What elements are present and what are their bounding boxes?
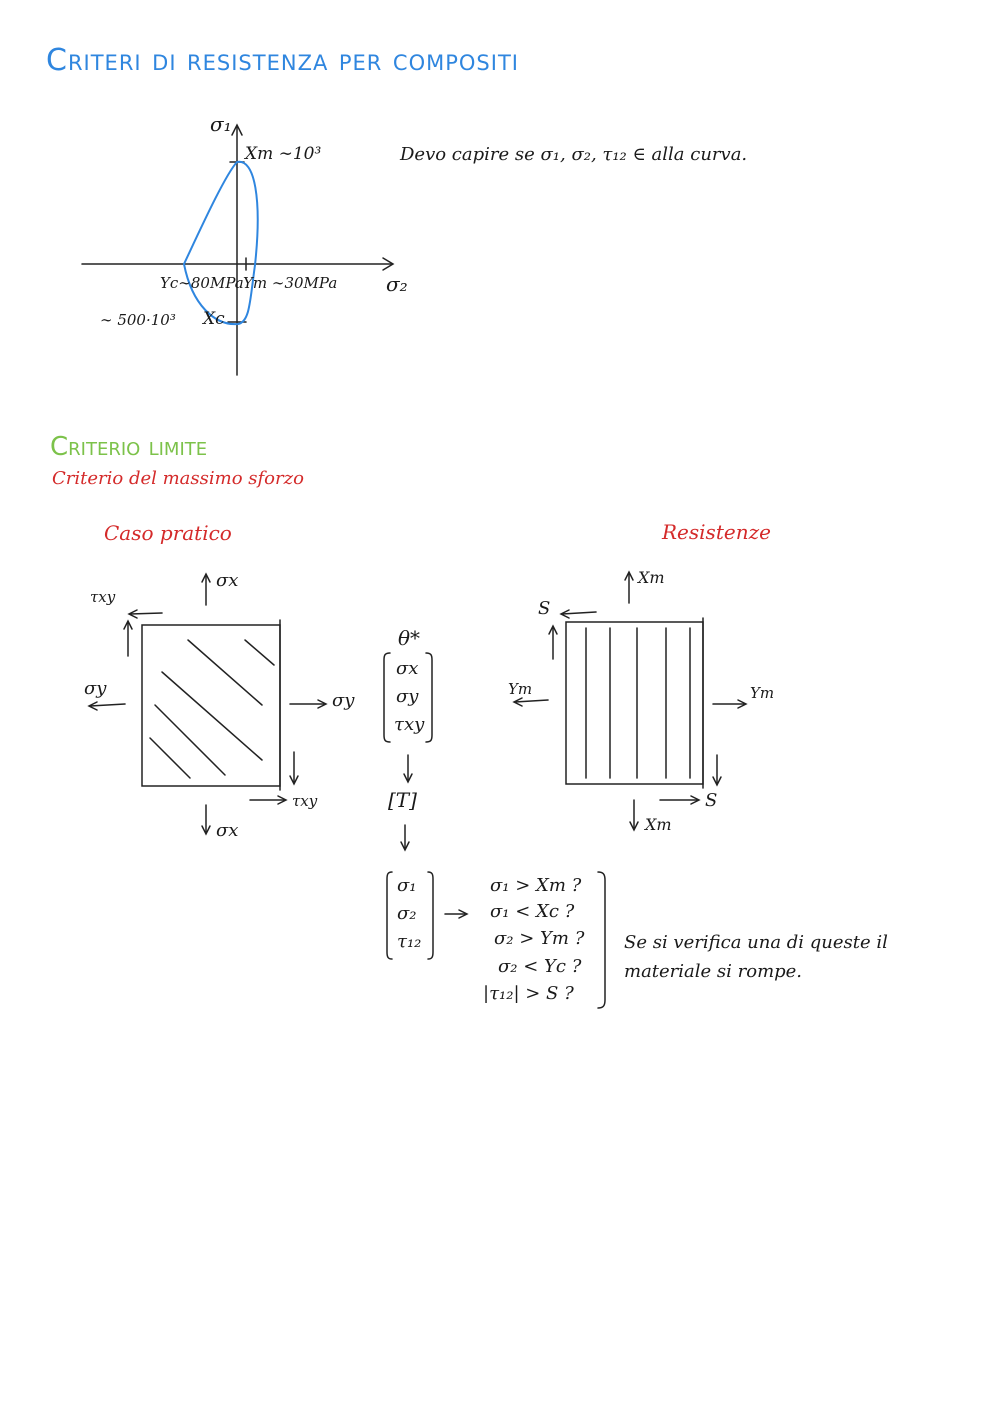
s-top-label: S — [538, 598, 551, 619]
theta-label: θ* — [398, 626, 421, 650]
check-sigma2-yt: σ₂ > Yт ? — [494, 928, 585, 949]
fiber-hatch — [245, 640, 274, 665]
conclusion-line-2: materiale si rompe. — [624, 961, 803, 982]
conclusion-line-1: Se si verifica una di queste il — [624, 932, 888, 953]
result-tau12: τ₁₂ — [397, 931, 422, 952]
vector-sigma-y: σy — [396, 686, 419, 707]
result-sigma2: σ₂ — [397, 903, 417, 924]
fiber-hatch — [155, 705, 225, 775]
page-title: Criteri di resistenza per compositi — [46, 43, 519, 78]
section-title: Criterio limite — [50, 432, 208, 462]
s-top-arrow — [562, 612, 596, 614]
tau-xy-top-arrow — [130, 613, 162, 614]
check-sigma2-yc: σ₂ < Yc ? — [498, 956, 582, 977]
fiber-hatch — [150, 738, 190, 778]
sigma-x-top-label: σx — [216, 570, 239, 591]
xc-value: ∼ 500·10³ — [100, 311, 176, 329]
fiber-hatch — [162, 672, 262, 760]
result-sigma1: σ₁ — [397, 875, 417, 896]
yt-left-label: Yт — [508, 680, 533, 698]
yt-left-arrow — [515, 700, 548, 702]
check-sigma1-xt: σ₁ > Xт ? — [490, 875, 582, 896]
vector-sigma-x: σx — [396, 658, 419, 679]
vector-bracket-left — [384, 653, 390, 742]
check-tau12-s: |τ₁₂| > S ? — [483, 983, 574, 1004]
result-bracket-left — [387, 872, 392, 959]
yt-label: Yт ∼30MPa — [243, 274, 338, 292]
checks-brace — [598, 872, 605, 1008]
xc-label: Xc — [203, 309, 225, 329]
fiber-hatch — [188, 640, 262, 705]
xt-top-label: Xт — [638, 568, 665, 587]
sigma2-axis-label: σ₂ — [386, 272, 408, 296]
vector-bracket-right — [426, 653, 432, 742]
tau-xy-top-label: τxy — [90, 588, 116, 606]
sigma-x-bottom-label: σx — [216, 820, 239, 841]
resistenze-heading: Resistenze — [662, 520, 771, 544]
result-bracket-right — [428, 872, 433, 959]
sigma1-axis-label: σ₁ — [210, 112, 232, 136]
transformation-matrix: [T] — [388, 788, 417, 812]
note-curve: Devo capire se σ₁, σ₂, τ₁₂ ∈ alla curva. — [400, 144, 748, 165]
yt-right-label: Yт — [750, 684, 775, 702]
sigma-y-left-label: σy — [84, 678, 107, 699]
sigma-y-left-arrow — [90, 704, 125, 706]
section-subtitle: Criterio del massimo sforzo — [52, 468, 304, 489]
tau-xy-bottom-label: τxy — [292, 792, 318, 810]
s-bottom-label: S — [705, 790, 718, 811]
xt-bottom-label: Xт — [645, 815, 672, 834]
yc-label: Yc∼80MPa — [160, 274, 244, 292]
sigma-y-right-label: σy — [332, 690, 355, 711]
failure-envelope-curve — [184, 162, 258, 324]
vector-tau-xy: τxy — [394, 714, 425, 735]
check-sigma1-xc: σ₁ < Xc ? — [490, 901, 575, 922]
caso-pratico-heading: Caso pratico — [104, 521, 232, 545]
xt-label: Xт ∼10³ — [245, 144, 322, 164]
